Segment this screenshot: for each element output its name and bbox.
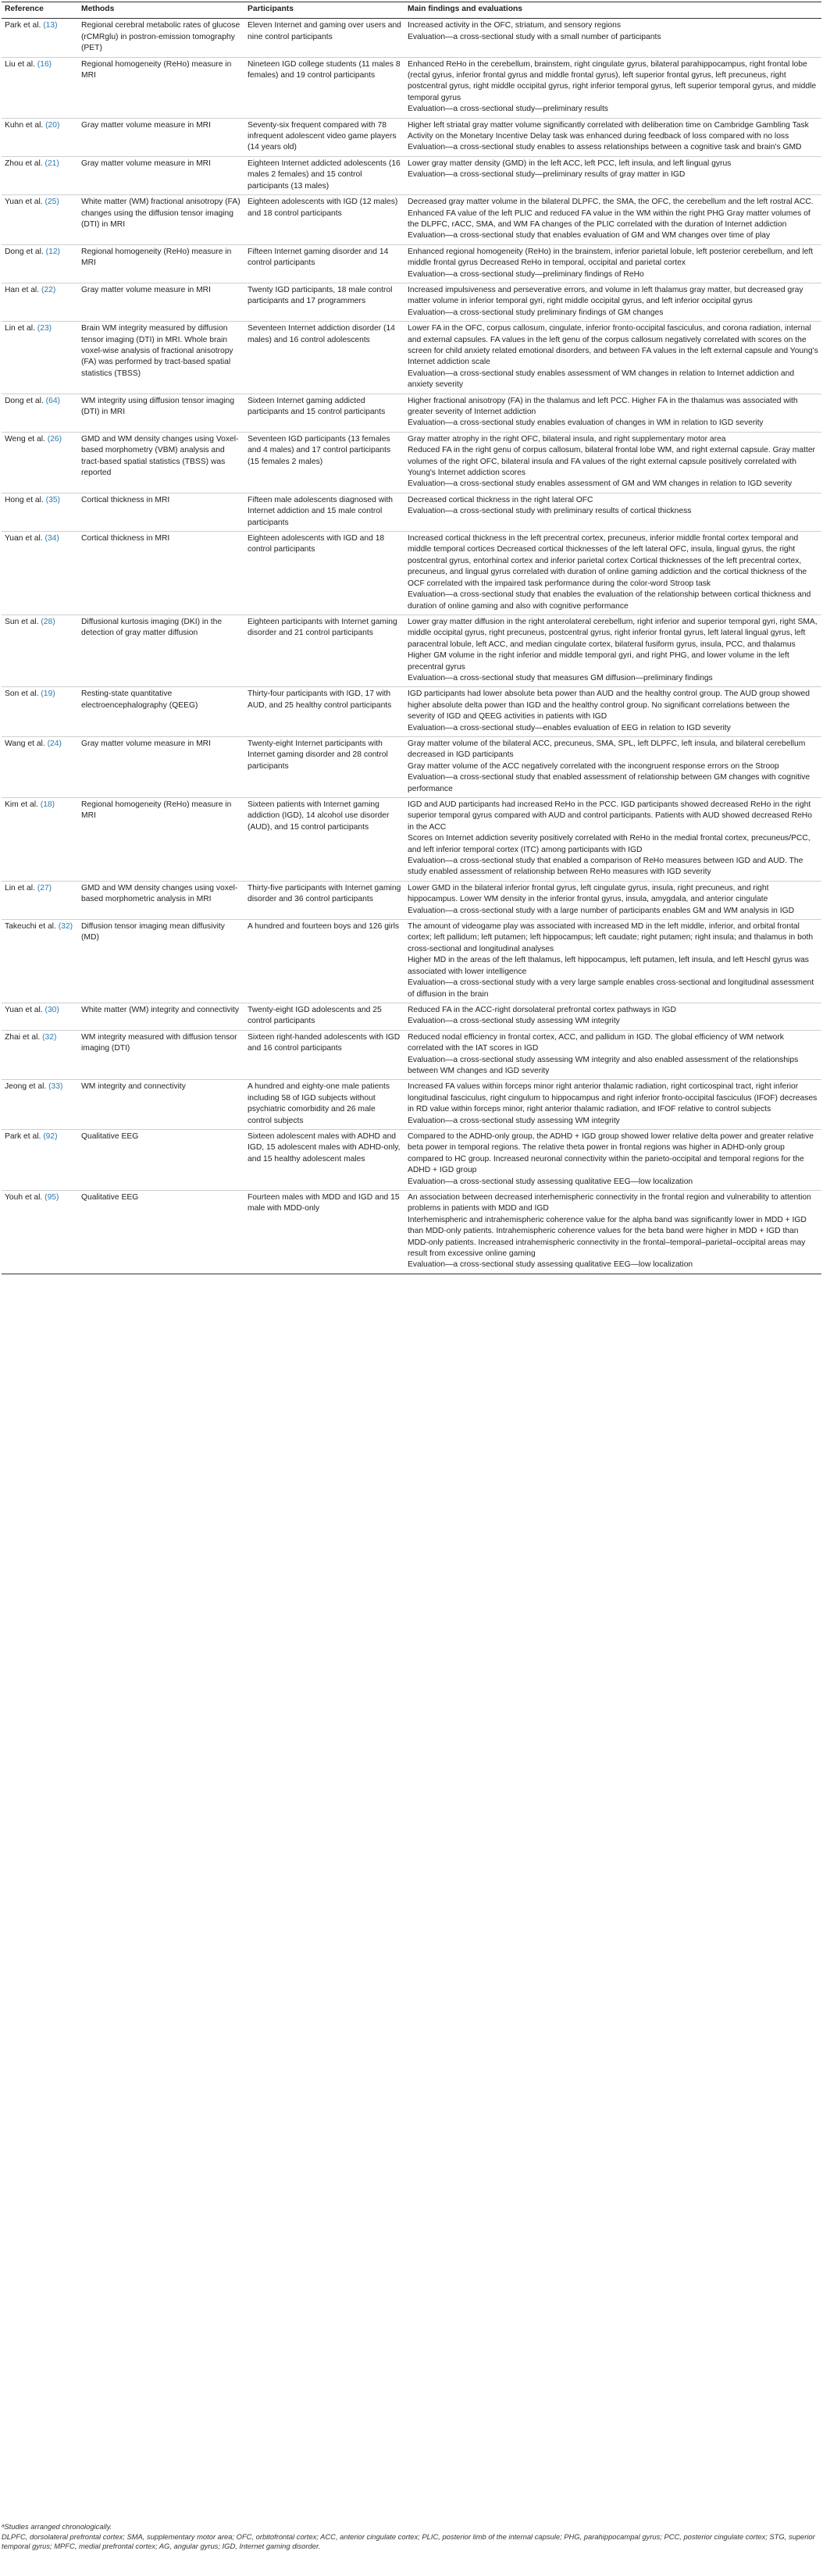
finding-line: Increased FA values within forceps minor right anterior thalamic radiation, right corticospinal tract, right inferior longitudinal fasciculus, right cingulum to hippocampus and right inferior fronto-occipital fasciculus (IFOF) decreases in RD value within forceps minor, right anterior thalamic radiation, and IFOF relative to control subjects [408,1082,818,1114]
participants-cell: Thirty-four participants with IGD, 17 with AUD, and 25 healthy control participants [244,687,404,737]
methods-cell: GMD and WM density changes using voxel-based morphometric analysis in MRI [78,881,244,919]
findings-cell [404,615,821,686]
reference-cell [2,532,78,615]
reference-cell [2,432,78,493]
reference-cell [2,156,78,194]
table-row [2,322,821,394]
table-row [2,1080,821,1130]
reference-cell [2,920,78,1003]
citation-link[interactable]: (20) [45,120,60,130]
findings-cell [404,687,821,737]
reference-cell [2,1129,78,1190]
methods-cell: Gray matter volume measure in MRI [78,156,244,194]
finding-line: Evaluation—a cross-sectional study that enabled a comparison of ReHo measures between IGD and AUD. The study enabled assessment of relationship between ReHo measures with IGD severity [408,857,803,877]
citation-link[interactable]: (64) [45,396,60,405]
methods-cell: WM integrity measured with diffusion tensor imaging (DTI) [78,1030,244,1080]
finding-line: Higher left striatal gray matter volume significantly correlated with deliberation time on Cambridge Gambling Task Activity on the Monetary Incentive Delay task was enhanced during feedback of loss compared with no loss [408,120,809,141]
reference-author: Zhai et al. [5,1032,43,1042]
findings-cell [404,244,821,283]
table-row [2,532,821,615]
finding-line: Evaluation—a cross-sectional study assessing WM integrity [408,1116,620,1125]
finding-line: Evaluation—a cross-sectional study enables evaluation of changes in WM in relation to IGD severity [408,419,764,428]
findings-cell [404,736,821,797]
finding-line: Interhemispheric and intrahemispheric coherence value for the alpha band was significantly lower in MDD + IGD than MDD-only patients. Intrahemispheric coherence values for the beta band were higher in MDD + IGD than MDD-only patients. Increased intrahemispheric connectivity in the frontal–temporal–parietal–occipital areas may result from excessive online gaming [408,1215,807,1259]
findings-cell [404,1129,821,1190]
citation-link[interactable]: (32) [42,1032,57,1042]
finding-line: IGD participants had lower absolute beta power than AUD and the healthy control group. The AUD group showed higher absolute delta power than IGD and the healthy control group. No significant correlations between the severity of IGD and QEEG activities in patients with IGD [408,689,810,721]
participants-cell: Fifteen male adolescents diagnosed with Internet addiction and 15 male control participants [244,493,404,531]
reference-cell [2,19,78,57]
finding-line: Gray matter volume of the bilateral ACC, precuneus, SMA, SPL, left DLPFC, left insula, and bilateral cerebellum decreased in IGD participants [408,739,806,760]
citation-link[interactable]: (33) [48,1082,63,1092]
participants-cell: Twenty-eight IGD adolescents and 25 control participants [244,1003,404,1030]
methods-cell: Resting-state quantitative electroencephalography (QEEG) [78,687,244,737]
methods-cell: Gray matter volume measure in MRI [78,118,244,156]
methods-cell: White matter (WM) fractional anisotropy (FA) changes using the diffusion tensor imaging (DTI) in MRI [78,195,244,245]
participants-cell: Eighteen adolescents with IGD and 18 control participants [244,532,404,615]
reference-cell [2,687,78,737]
finding-line: Lower GMD in the bilateral inferior frontal gyrus, left cingulate gyrus, insula, right precuneus, and right hippocampus. Lower WM density in the inferior frontal gyrus, insula, amygdala, and anterior cingulate [408,883,769,904]
citation-link[interactable]: (34) [45,534,59,543]
methods-cell: Qualitative EEG [78,1191,244,1274]
methods-cell: WM integrity using diffusion tensor imaging (DTI) in MRI [78,394,244,432]
participants-cell: Nineteen IGD college students (11 males 8 females) and 19 control participants [244,57,404,118]
reference-author: Jeong et al. [5,1082,49,1092]
findings-cell [404,57,821,118]
finding-line: Decreased cortical thickness in the right lateral OFC [408,495,593,504]
reference-cell [2,394,78,432]
methods-cell: Cortical thickness in MRI [78,493,244,531]
table-row [2,283,821,321]
participants-cell: Eighteen Internet addicted adolescents (16 males 2 females) and 15 control participants (13 males) [244,156,404,194]
header-row [2,2,821,19]
methods-cell: White matter (WM) integrity and connectivity [78,1003,244,1030]
header-participants: Participants [244,2,404,19]
citation-link[interactable]: (18) [40,800,55,809]
reference-cell [2,1003,78,1030]
finding-line: Evaluation—a cross-sectional study that measures GM diffusion—preliminary findings [408,673,713,682]
finding-line: Evaluation—a cross-sectional study enables to assess relationships between a cognitive task and brain's GMD [408,143,802,152]
table-row [2,156,821,194]
citation-link[interactable]: (24) [47,739,62,748]
citation-link[interactable]: (95) [45,1193,59,1202]
participants-cell: Sixteen patients with Internet gaming addiction (IGD), 14 alcohol use disorder (AUD), and 15 control participants [244,798,404,882]
header-reference: Reference [2,2,78,19]
reference-author: Liu et al. [5,59,37,69]
reference-author: Son et al. [5,689,41,699]
citation-link[interactable]: (92) [43,1131,58,1141]
finding-line: Gray matter atrophy in the right OFC, bilateral insula, and right supplementary motor area [408,434,726,444]
studies-table [2,2,821,1274]
findings-cell [404,920,821,1003]
header-methods: Methods [78,2,244,19]
participants-cell: Eighteen participants with Internet gaming disorder and 21 control participants [244,615,404,686]
participants-cell: Seventeen Internet addiction disorder (14 males) and 16 control adolescents [244,322,404,394]
participants-cell: Seventeen IGD participants (13 females and 4 males) and 17 control participants (15 females 2 males) [244,432,404,493]
table-row [2,493,821,531]
methods-cell: Diffusional kurtosis imaging (DKI) in the detection of gray matter diffusion [78,615,244,686]
reference-cell [2,798,78,882]
reference-author: Kim et al. [5,800,41,809]
citation-link[interactable]: (26) [47,434,62,444]
methods-cell: Regional cerebral metabolic rates of glucose (rCMRglu) in postron-emission tomography (PET) [78,19,244,57]
reference-author: Han et al. [5,285,41,294]
findings-cell [404,1191,821,1274]
reference-author: Yuan et al. [5,198,45,207]
participants-cell: Thirty-five participants with Internet gaming disorder and 36 control participants [244,881,404,919]
methods-cell: Brain WM integrity measured by diffusion tensor imaging (DTI) in MRI. Whole brain voxel-wise analysis of fractional anisotropy (FA) was performed by tract-based spatial statistics (TBSS) [78,322,244,394]
reference-author: Yuan et al. [5,1005,45,1014]
reference-author: Youh et al. [5,1193,45,1202]
table-row [2,394,821,432]
reference-author: Zhou et al. [5,159,45,168]
finding-line: Lower gray matter density (GMD) in the left ACC, left PCC, left insula, and left lingual gyrus [408,159,732,168]
finding-line: Increased cortical thickness in the left precentral cortex, precuneus, inferior middle frontal cortex temporal and middle temporal cortices Decreased cortical thicknesses of the left lateral OFC, insula, lingual gyrus, the right postcentral gyrus, entorhinal cortex and inferior parietal cortex Cortical thicknesses of the left precentral cortex, precuneus, and lingual gyrus correlated with duration of online gaming addiction and the cortical thickness of the OCF correlated with the impaired task performance during the color-word Stroop task [408,534,807,588]
participants-cell: Twenty IGD participants, 18 male control participants and 17 programmers [244,283,404,321]
reference-author: Park et al. [5,21,44,30]
table-row [2,118,821,156]
findings-cell [404,394,821,432]
finding-line: Reduced nodal efficiency in frontal cortex, ACC, and pallidum in IGD. The global efficiency of WM network correlated with the IAT scores in IGD [408,1032,784,1053]
reference-author: Weng et al. [5,434,48,444]
reference-cell [2,118,78,156]
finding-line: Evaluation—a cross-sectional study that enables the evaluation of the relationship between cortical thickness and duration of online gaming and also with cognitive performance [408,590,811,611]
methods-cell: GMD and WM density changes using Voxel-based morphometry (VBM) analysis and tract-based spatial statistics (TBSS) was reported [78,432,244,493]
finding-line: Higher GM volume in the right inferior and middle temporal gyri, and right PHG, and lower volume in the left precentral gyrus [408,651,789,672]
findings-cell [404,798,821,882]
finding-line: Decreased gray matter volume in the bilateral DLPFC, the SMA, the OFC, the cerebellum and the left rostral ACC. Enhanced FA value of the left PLIC and reduced FA value in the WM within the right PHG Gray matter volumes of the DLPFC, rACC, SMA, and WM FA changes of the PLIC correlated with the duration of Internet addiction [408,198,814,229]
table-row [2,736,821,797]
table-row [2,244,821,283]
participants-cell: Fifteen Internet gaming disorder and 14 control participants [244,244,404,283]
reference-author: Sun et al. [5,617,41,626]
citation-link[interactable]: (16) [37,59,52,69]
findings-cell [404,118,821,156]
reference-author: Lin et al. [5,324,37,333]
finding-line: Evaluation—a cross-sectional study with a very large sample enables cross-sectional and longitudinal assessment of diffusion in the brain [408,978,814,999]
findings-cell [404,322,821,394]
methods-cell: Regional homogeneity (ReHo) measure in MRI [78,57,244,118]
table-row [2,57,821,118]
participants-cell: Sixteen right-handed adolescents with IGD and 16 control participants [244,1030,404,1080]
finding-line: Gray matter volume of the ACC negatively correlated with the incongruent response errors on the Stroop [408,761,779,771]
citation-link[interactable]: (19) [41,689,55,699]
finding-line: Higher fractional anisotropy (FA) in the thalamus and left PCC. Higher FA in the thalamus was associated with greater severity of Internet addiction [408,396,798,416]
reference-author: Lin et al. [5,883,37,893]
citation-link[interactable]: (27) [37,883,52,893]
table-row [2,19,821,57]
table-footnotes [2,2522,821,2552]
participants-cell: Fourteen males with MDD and IGD and 15 male with MDD-only [244,1191,404,1274]
finding-line: Evaluation—a cross-sectional study assessing WM integrity [408,1017,620,1026]
methods-cell: Regional homogeneity (ReHo) measure in MRI [78,798,244,882]
findings-cell [404,283,821,321]
finding-line: Evaluation—a cross-sectional study with preliminary results of cortical thickness [408,507,692,516]
methods-cell: Gray matter volume measure in MRI [78,736,244,797]
reference-cell [2,615,78,686]
finding-line: Scores on Internet addiction severity positively correlated with ReHo in the medial frontal cortex, precuneus/PCC, and left inferior temporal cortex (ITC) among participants with IGD [408,834,811,854]
participants-cell: A hundred and eighty-one male patients including 58 of IGD subjects without psychiatric comorbidity and 26 male control subjects [244,1080,404,1130]
citation-link[interactable]: (23) [37,324,52,333]
reference-cell [2,881,78,919]
methods-cell: Qualitative EEG [78,1129,244,1190]
table-row [2,432,821,493]
findings-cell [404,432,821,493]
reference-cell [2,283,78,321]
citation-link[interactable]: (35) [45,495,60,504]
table-row [2,1030,821,1080]
finding-line: Evaluation—a cross-sectional study that enables evaluation of GM and WM changes over time of play [408,231,771,240]
citation-link[interactable]: (22) [41,285,56,294]
table-header [2,2,821,19]
findings-cell [404,493,821,531]
citation-link[interactable]: (21) [45,159,59,168]
citation-link[interactable]: (32) [58,922,73,932]
finding-line: Higher MD in the areas of the left thalamus, left hippocampus, left putamen, left insula, and left Heschl gyrus was associated with lower intelligence [408,956,809,976]
findings-cell [404,532,821,615]
reference-author: Dong et al. [5,396,46,405]
table-row [2,920,821,1003]
finding-line: Evaluation—a cross-sectional study preliminary findings of GM changes [408,308,664,317]
finding-line: An association between decreased interhemispheric connectivity in the frontal region and vulnerability to attention problems in patients with MDD and IGD [408,1193,811,1213]
reference-cell [2,244,78,283]
finding-line: Increased impulsiveness and perseverative errors, and volume in left thalamus gray matter, but decreased gray matter volume in inferior temporal gyri, right middle occipital gyrus, and left inferior occipital gyrus [408,285,803,306]
finding-line: Evaluation—a cross-sectional study assessing qualitative EEG—low localization [408,1177,693,1186]
reference-author: Hong et al. [5,495,46,504]
footnote-abbreviations: DLPFC, dorsolateral prefrontal cortex; SMA, supplementary motor area; OFC, orbitofrontal cortex; ACC, anterior cingulate cortex; PLIC, posterior limb of the internal capsule; PHG, parahippocampal gyrus; PCC, posterior cingulate cortex; STG, superior temporal gyrus; MPFC, medial prefrontal cortex; AG, angular gyrus; IGD, Internet gaming disorder. [2,2531,815,2551]
reference-author: Takeuchi et al. [5,922,59,932]
findings-cell [404,156,821,194]
finding-line: Increased activity in the OFC, striatum, and sensory regions [408,21,621,30]
findings-cell [404,195,821,245]
table-row [2,1191,821,1274]
reference-cell [2,1080,78,1130]
finding-line: IGD and AUD participants had increased ReHo in the PCC. IGD participants showed decreased ReHo in the right superior temporal gyrus compared with AUD and control participants. Patients with AUD showed decreased ReHo in the ACC [408,800,812,832]
methods-cell: WM integrity and connectivity [78,1080,244,1130]
finding-line: Lower FA in the OFC, corpus callosum, cingulate, inferior fronto-occipital fasciculus, and corona radiation, internal and external capsules. FA values in the left genu of the corpus callosum negatively correlated with scores on the screen for child anxiety related emotional disorders, and between FA values in the left external capsule and Young's Internet addiction scale [408,324,818,367]
reference-cell [2,1030,78,1080]
finding-line: Evaluation—a cross-sectional study—enables evaluation of EEG in relation to IGD severity [408,723,731,732]
participants-cell: Eleven Internet and gaming over users and nine control participants [244,19,404,57]
table-row [2,615,821,686]
table-body [2,19,821,1274]
finding-line: Evaluation—a cross-sectional study with a large number of participants enables GM and WM analysis in IGD [408,906,795,915]
finding-line: Evaluation—a cross-sectional study enables assessment of GM and WM changes in relation to IGD severity [408,479,793,489]
finding-line: Lower gray matter diffusion in the right anterolateral cerebellum, right inferior and superior temporal gyri, right SMA, middle occipital gyrus, right precuneus, postcentral gyrus, right inferior frontal gyrus, left lateral lingual gyrus, left paracentral lobule, left ACC, and median cingulate cortex, bilateral fusiform gyrus, insula, PCC, and thalamus [408,617,818,649]
citation-link[interactable]: (25) [45,198,59,207]
finding-line: Compared to the ADHD-only group, the ADHD + IGD group showed lower relative delta power and greater relative beta power in temporal regions. The relative theta power in frontal regions was higher in ADHD-only group compared to HC group. Increased neuronal connectivity within the parieto-occipital and temporal regions for the ADHD + IGD group [408,1131,814,1175]
citation-link[interactable]: (12) [45,247,60,256]
table-row [2,195,821,245]
reference-cell [2,57,78,118]
reference-author: Park et al. [5,1131,44,1141]
reference-cell [2,1191,78,1274]
table-row [2,881,821,919]
participants-cell: Seventy-six frequent compared with 78 infrequent adolescent video game players (14 years old) [244,118,404,156]
footnote-chronological: ᵃStudies arranged chronologically. [2,2522,112,2531]
participants-cell: Sixteen adolescent males with ADHD and IGD, 15 adolescent males with ADHD-only, and 15 healthy adolescent males [244,1129,404,1190]
findings-cell [404,1030,821,1080]
citation-link[interactable]: (13) [43,21,58,30]
table-row [2,798,821,882]
finding-line: Evaluation—a cross-sectional study with a small number of participants [408,32,661,41]
participants-cell: Sixteen Internet gaming addicted participants and 15 control participants [244,394,404,432]
methods-cell: Regional homogeneity (ReHo) measure in MRI [78,244,244,283]
participants-cell: A hundred and fourteen boys and 126 girls [244,920,404,1003]
citation-link[interactable]: (30) [45,1005,59,1014]
finding-line: Evaluation—a cross-sectional study—preliminary findings of ReHo [408,269,644,279]
methods-cell: Diffusion tensor imaging mean diffusivity (MD) [78,920,244,1003]
finding-line: Enhanced regional homogeneity (ReHo) in the brainstem, inferior parietal lobule, left posterior cerebellum, and left middle frontal gyrus Decreased ReHo in temporal, occipital and parietal cortex [408,247,814,268]
reference-author: Dong et al. [5,247,46,256]
methods-cell: Gray matter volume measure in MRI [78,283,244,321]
table-row [2,1003,821,1030]
reference-cell [2,195,78,245]
reference-author: Wang et al. [5,739,48,748]
finding-line: Evaluation—a cross-sectional study—preliminary results [408,105,608,114]
finding-line: Reduced FA in the ACC-right dorsolateral prefrontal cortex pathways in IGD [408,1005,676,1014]
reference-cell [2,493,78,531]
finding-line: Reduced FA in the right genu of corpus callosum, bilateral frontal lobe WM, and right external capsule. Gray matter volumes of the right OFC, bilateral insula and FA values of the right external capsule positively correlated with Young's Internet addiction scores [408,446,815,478]
table-row [2,1129,821,1190]
reference-author: Kuhn et al. [5,120,46,130]
finding-line: Evaluation—a cross-sectional study enables assessment of WM changes in relation to Internet addiction and anxiety severity [408,369,795,390]
finding-line: Evaluation—a cross-sectional study assessing WM integrity and also enabled assessment of the relationships between WM changes and IGD severity [408,1055,799,1075]
finding-line: Enhanced ReHo in the cerebellum, brainstem, right cingulate gyrus, bilateral parahippocampus, right frontal lobe (rectal gyrus, inferior frontal gyrus and middle frontal gyrus), left superior frontal gyrus, left precuneus, right postcentral gyrus, right middle occipital gyrus, right inferior temporal gyrus, left superior temporal gyrus, and middle temporal gyrus [408,59,817,102]
finding-line: Evaluation—a cross-sectional study that enabled assessment of relationship between GM changes with cognitive performance [408,773,811,793]
table-row [2,687,821,737]
participants-cell: Eighteen adolescents with IGD (12 males) and 18 control participants [244,195,404,245]
findings-cell [404,1003,821,1030]
citation-link[interactable]: (28) [41,617,55,626]
header-findings: Main findings and evaluations [404,2,821,19]
methods-cell: Cortical thickness in MRI [78,532,244,615]
reference-author: Yuan et al. [5,534,45,543]
findings-cell [404,19,821,57]
finding-line: Evaluation—a cross-sectional study—preliminary results of gray matter in IGD [408,170,686,180]
reference-cell [2,736,78,797]
findings-cell [404,1080,821,1130]
findings-cell [404,881,821,919]
finding-line: The amount of videogame play was associated with increased MD in the left middle, inferior, and orbital frontal cortex; left pallidum; left putamen; left hippocampus; left caudate; right putamen; right insula; and thalamus in both cross-sectional and longitudinal analyses [408,922,814,953]
participants-cell: Twenty-eight Internet participants with Internet gaming disorder and 28 control participants [244,736,404,797]
finding-line: Evaluation—a cross-sectional study assessing qualitative EEG—low localization [408,1260,693,1270]
reference-cell [2,322,78,394]
